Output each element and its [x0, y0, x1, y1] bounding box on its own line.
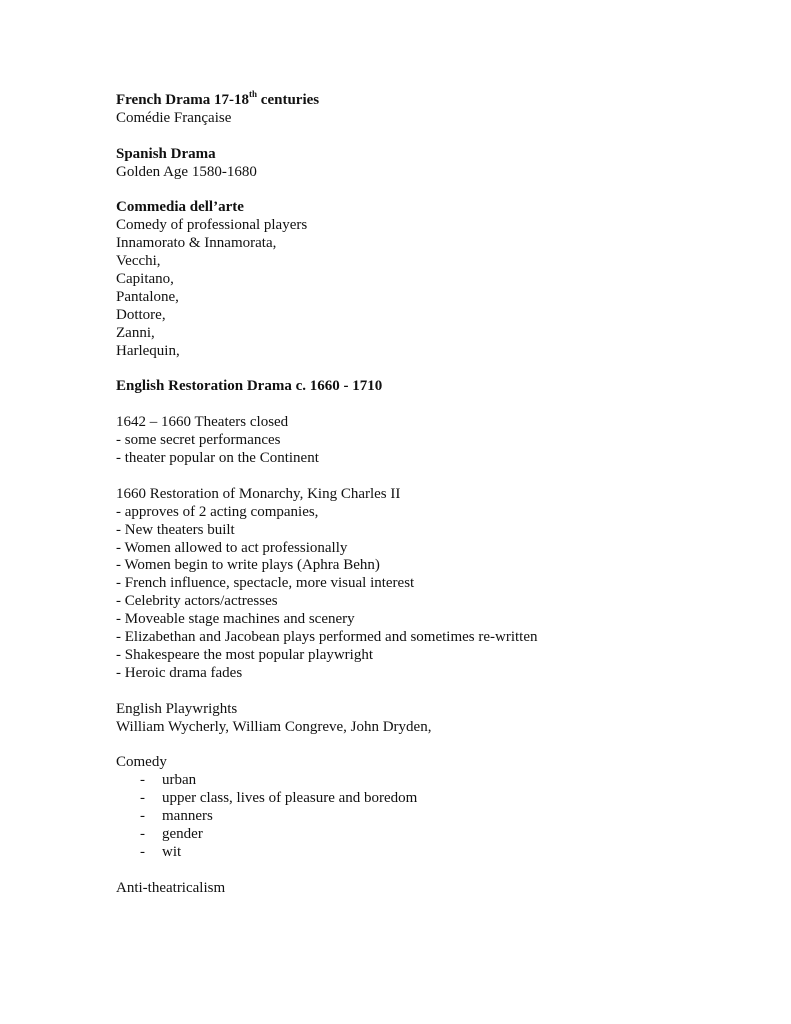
restoration-monarchy-line: - Women begin to write plays (Aphra Behn) — [116, 557, 380, 574]
french-heading-superscript: th — [249, 89, 258, 99]
list-item-text: urban — [162, 772, 197, 789]
spanish-drama-heading: Spanish Drama — [116, 145, 216, 162]
comedy-heading: Comedy — [116, 754, 167, 771]
list-item — [116, 844, 756, 862]
restoration-monarchy-line: - French influence, spectacle, more visual interest — [116, 575, 415, 592]
list-item-text: gender — [162, 826, 203, 843]
list-item — [116, 808, 756, 826]
playwrights-names: William Wycherly, William Congreve, John Dryden, — [116, 718, 432, 735]
restoration-monarchy-line: - Celebrity actors/actresses — [116, 593, 278, 610]
commedia-line: Vecchi, — [116, 253, 161, 270]
restoration-closed-line: - some secret performances — [116, 432, 281, 449]
list-dash: - — [140, 808, 145, 825]
commedia-line: Zanni, — [116, 324, 155, 341]
spacer — [116, 737, 756, 755]
restoration-monarchy-line: 1660 Restoration of Monarchy, King Charles II — [116, 485, 401, 502]
list-item-text: wit — [162, 843, 182, 860]
playwrights-heading: English Playwrights — [116, 700, 238, 717]
restoration-monarchy-line: - Moveable stage machines and scenery — [116, 611, 355, 628]
list-dash: - — [140, 843, 145, 860]
restoration-monarchy-line: - Women allowed to act professionally — [116, 539, 348, 556]
french-drama-line: Comédie Française — [116, 109, 232, 126]
spacer — [116, 862, 756, 880]
spacer — [116, 683, 756, 701]
spacer — [116, 396, 756, 414]
list-dash: - — [140, 772, 145, 789]
list-item — [116, 772, 756, 790]
anti-theatricalism-line: Anti-theatricalism — [116, 879, 226, 896]
list-item — [116, 826, 756, 844]
list-dash: - — [140, 826, 145, 843]
commedia-heading: Commedia dell’arte — [116, 199, 244, 216]
french-drama-heading — [116, 89, 756, 110]
document-page — [116, 89, 756, 898]
restoration-monarchy-line: - approves of 2 acting companies, — [116, 503, 319, 520]
commedia-line: Harlequin, — [116, 342, 180, 359]
list-item-text: upper class, lives of pleasure and boredom — [162, 790, 418, 807]
list-dash: - — [140, 790, 145, 807]
restoration-monarchy-line: - New theaters built — [116, 521, 235, 538]
french-heading-tail: centuries — [257, 92, 320, 108]
restoration-monarchy-line: - Shakespeare the most popular playwright — [116, 647, 374, 664]
commedia-line: Dottore, — [116, 306, 166, 323]
restoration-monarchy-line: - Heroic drama fades — [116, 664, 243, 681]
restoration-closed-line: - theater popular on the Continent — [116, 450, 319, 467]
restoration-closed-line: 1642 – 1660 Theaters closed — [116, 414, 289, 431]
spacer — [116, 361, 756, 379]
spacer — [116, 182, 756, 200]
list-item — [116, 790, 756, 808]
list-item-text: manners — [162, 808, 213, 825]
commedia-line: Innamorato & Innamorata, — [116, 235, 277, 252]
restoration-monarchy-line: - Elizabethan and Jacobean plays performed and sometimes re-written — [116, 629, 538, 646]
spanish-drama-line: Golden Age 1580-1680 — [116, 163, 257, 180]
french-heading-main: French Drama 17-18 — [116, 92, 250, 108]
commedia-line: Capitano, — [116, 271, 174, 288]
spacer — [116, 128, 756, 146]
commedia-line: Comedy of professional players — [116, 217, 308, 234]
spacer — [116, 468, 756, 486]
commedia-line: Pantalone, — [116, 288, 179, 305]
restoration-heading: English Restoration Drama c. 1660 - 1710 — [116, 378, 383, 395]
